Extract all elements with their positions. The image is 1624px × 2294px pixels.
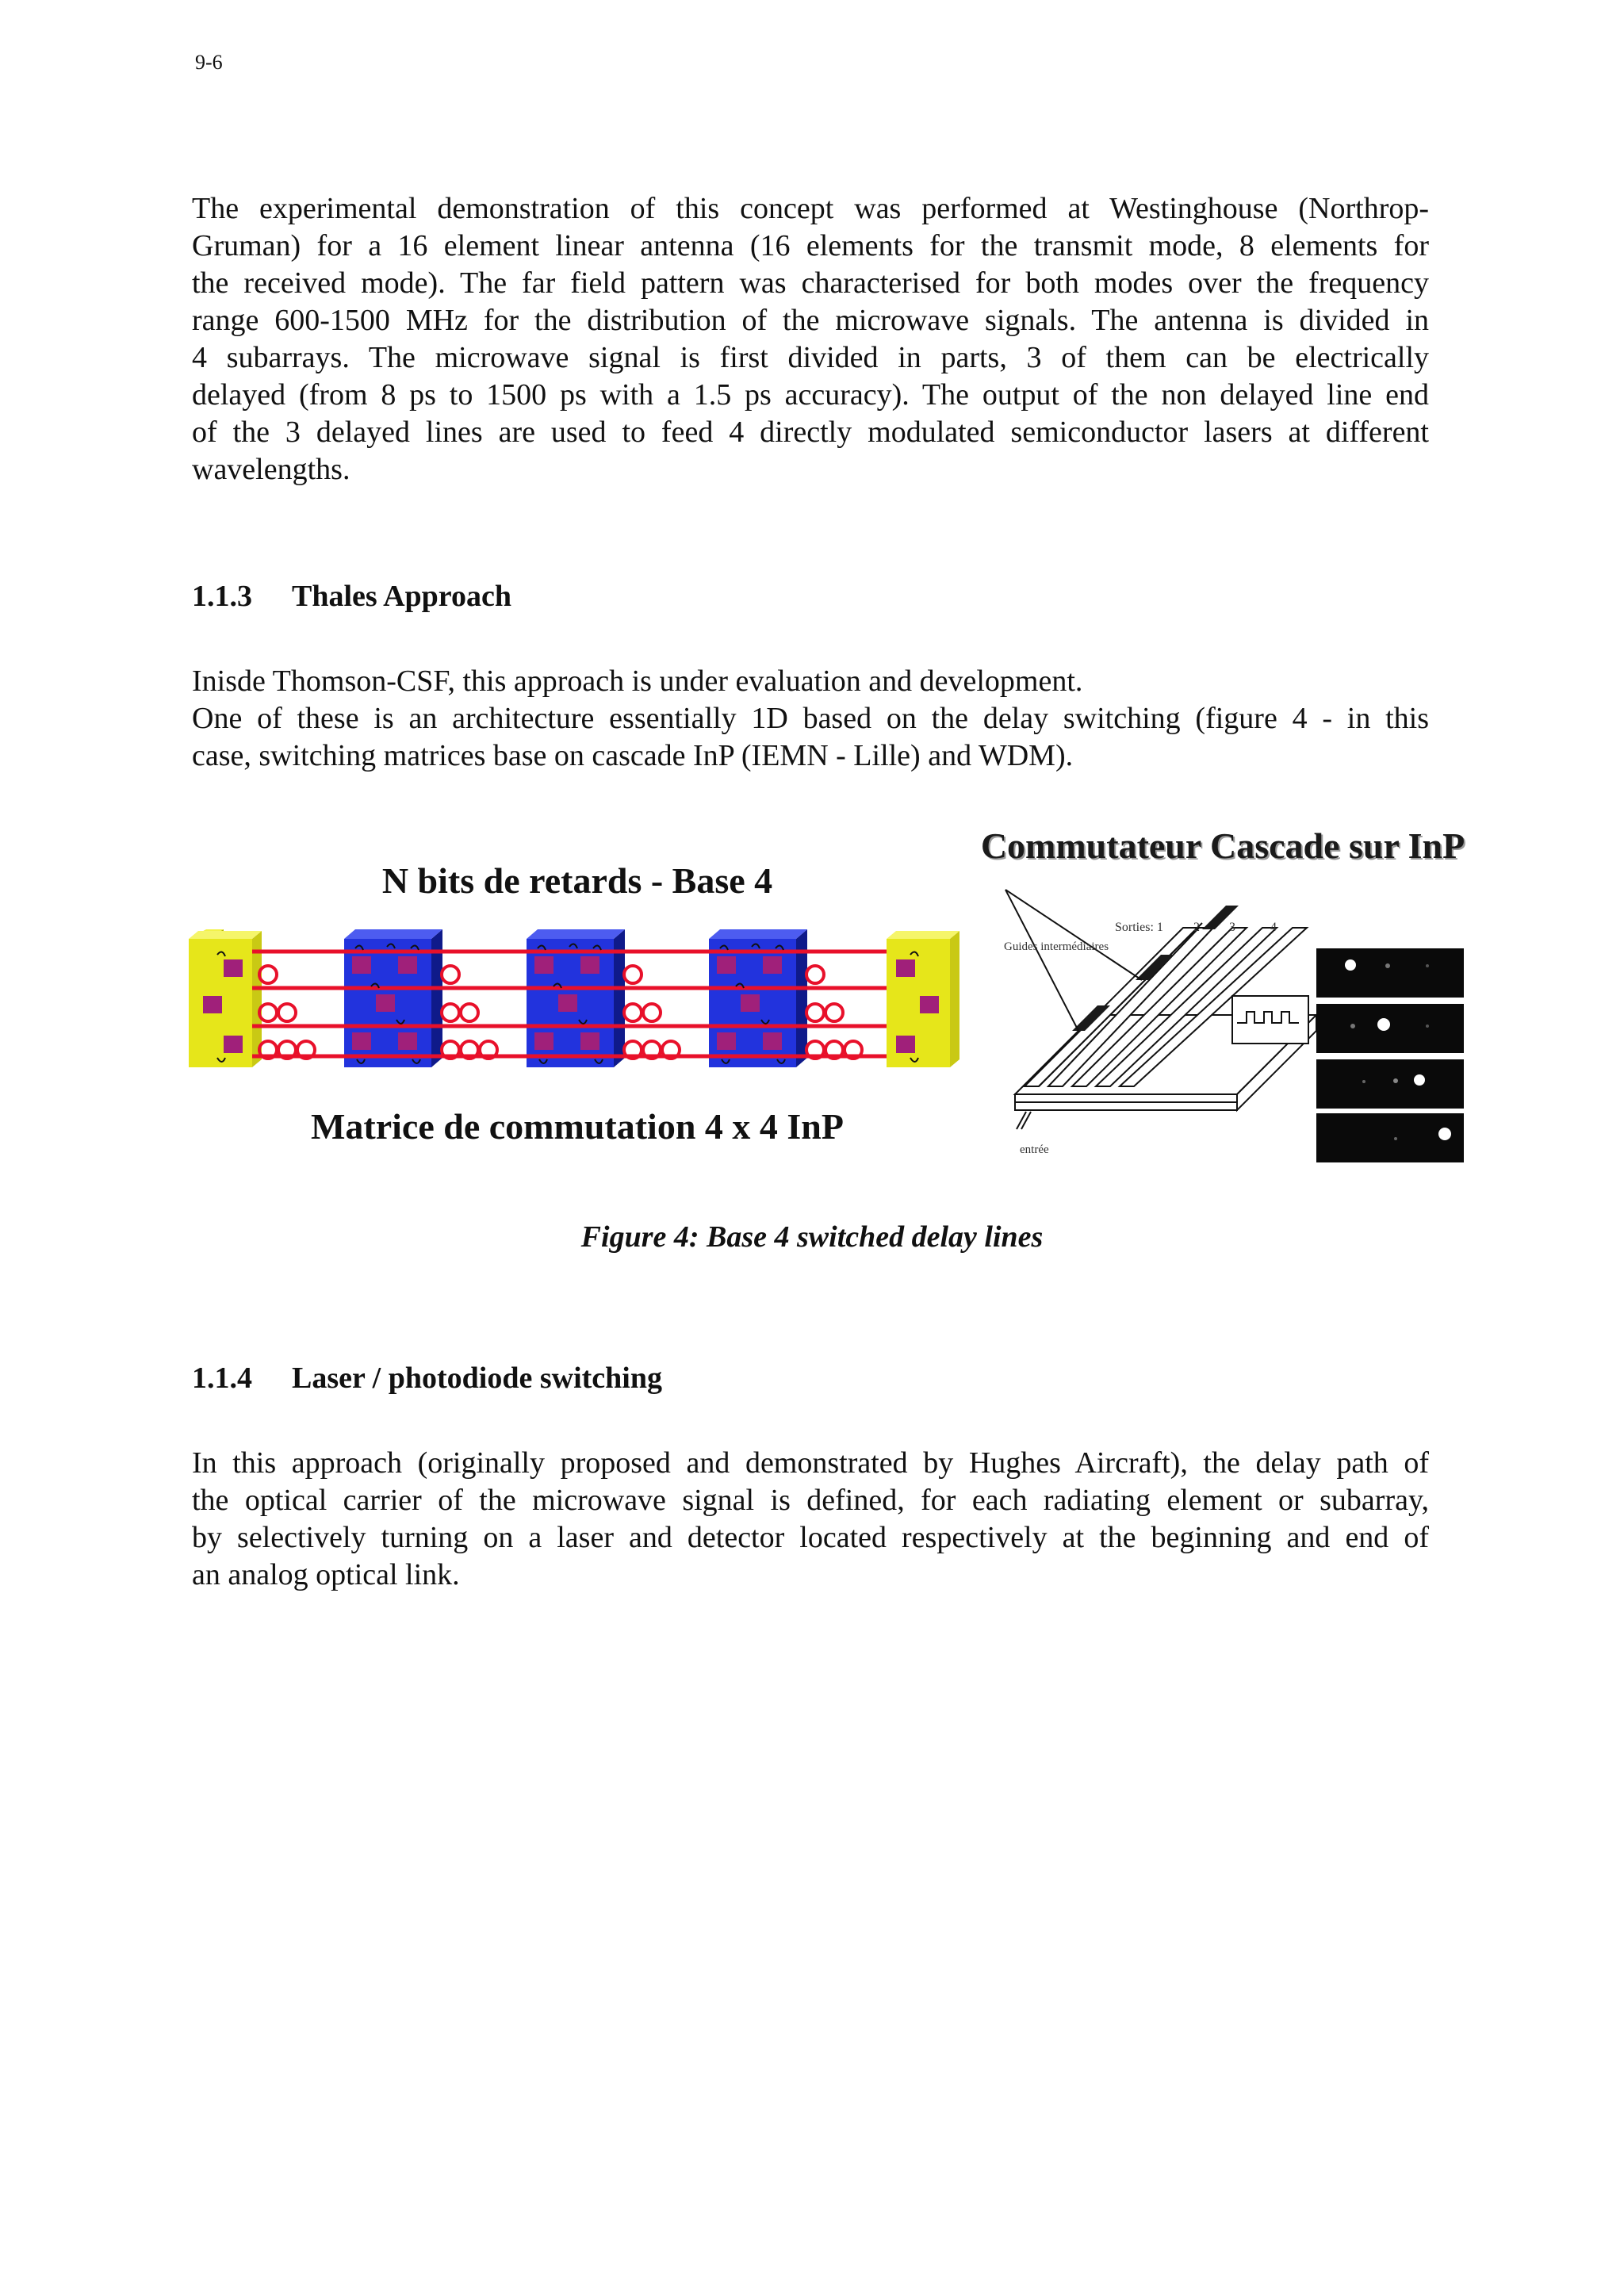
paragraph-hughes xyxy=(192,1445,1429,1594)
guides-label: Guides intermédiaires xyxy=(1004,940,1109,953)
entree-arrows xyxy=(1017,1112,1031,1129)
inset-box xyxy=(1232,996,1308,1044)
figure-delay-lines xyxy=(189,860,966,1161)
section-heading-laser xyxy=(192,1361,662,1396)
section-title: Laser / photodiode switching xyxy=(292,1361,662,1395)
output-number: 2 xyxy=(1193,921,1200,934)
text-line: range 600-1500 MHz for the distribution of the microwave signals. The antenna is divided in xyxy=(192,304,1429,337)
text-line: delayed (from 8 ps to 1500 ps with a 1.5 ps accuracy). The output of the non delayed line end xyxy=(192,378,1429,412)
entree-label: entrée xyxy=(1020,1143,1049,1156)
text-line: case, switching matrices base on cascade InP (IEMN - Lille) and WDM). xyxy=(192,739,1074,772)
sorties-label: Sorties: 1 xyxy=(1115,921,1163,934)
text-line: an analog optical link. xyxy=(192,1558,460,1591)
section-number: 1.1.3 xyxy=(192,580,252,613)
figure-left-subtitle: Matrice de commutation 4 x 4 InP xyxy=(311,1106,844,1147)
text-line: The experimental demonstration of this concept was performed at Westinghouse (Northrop- xyxy=(192,192,1429,225)
output-photos xyxy=(1316,948,1464,1162)
section-heading-thales xyxy=(192,579,511,614)
text-line: One of these is an architecture essentially 1D based on the delay switching (figure 4 - in this xyxy=(192,702,1429,735)
figure-right-title: Commutateur Cascade sur InP xyxy=(980,825,1465,866)
section-title: Thales Approach xyxy=(292,580,511,613)
text-line: wavelengths. xyxy=(192,453,350,486)
text-line: Inisde Thomson-CSF, this approach is under evaluation and development. xyxy=(192,664,1083,698)
cascade-switch-diagram xyxy=(952,825,1491,1174)
figure-cascade-switch xyxy=(952,825,1491,1174)
text-line: In this approach (originally proposed and demonstrated by Hughes Aircraft), the delay path of xyxy=(192,1446,1429,1480)
text-line: by selectively turning on a laser and detector located respectively at the beginning and end of xyxy=(192,1521,1429,1554)
paragraph-thomson xyxy=(192,663,1429,775)
text-line: the received mode). The far field pattern was characterised for both modes over the frequency xyxy=(192,266,1429,300)
paragraph-westinghouse xyxy=(192,190,1429,488)
text-line: the optical carrier of the microwave signal is defined, for each radiating element or subarray, xyxy=(192,1484,1429,1517)
figure-left-title: N bits de retards - Base 4 xyxy=(381,860,773,901)
output-number: 3 xyxy=(1229,921,1235,934)
output-number: 4 xyxy=(1270,921,1277,934)
figure-caption: Figure 4: Base 4 switched delay lines xyxy=(580,1220,1044,1254)
text-line: 4 subarrays. The microwave signal is first divided in parts, 3 of them can be electrically xyxy=(192,341,1429,374)
text-line: Gruman) for a 16 element linear antenna (16 elements for the transmit mode, 8 elements for xyxy=(192,229,1429,262)
section-number: 1.1.4 xyxy=(192,1361,252,1395)
text-line: of the 3 delayed lines are used to feed 4 directly modulated semiconductor lasers at different xyxy=(192,416,1429,449)
page-number: 9-6 xyxy=(195,51,223,74)
